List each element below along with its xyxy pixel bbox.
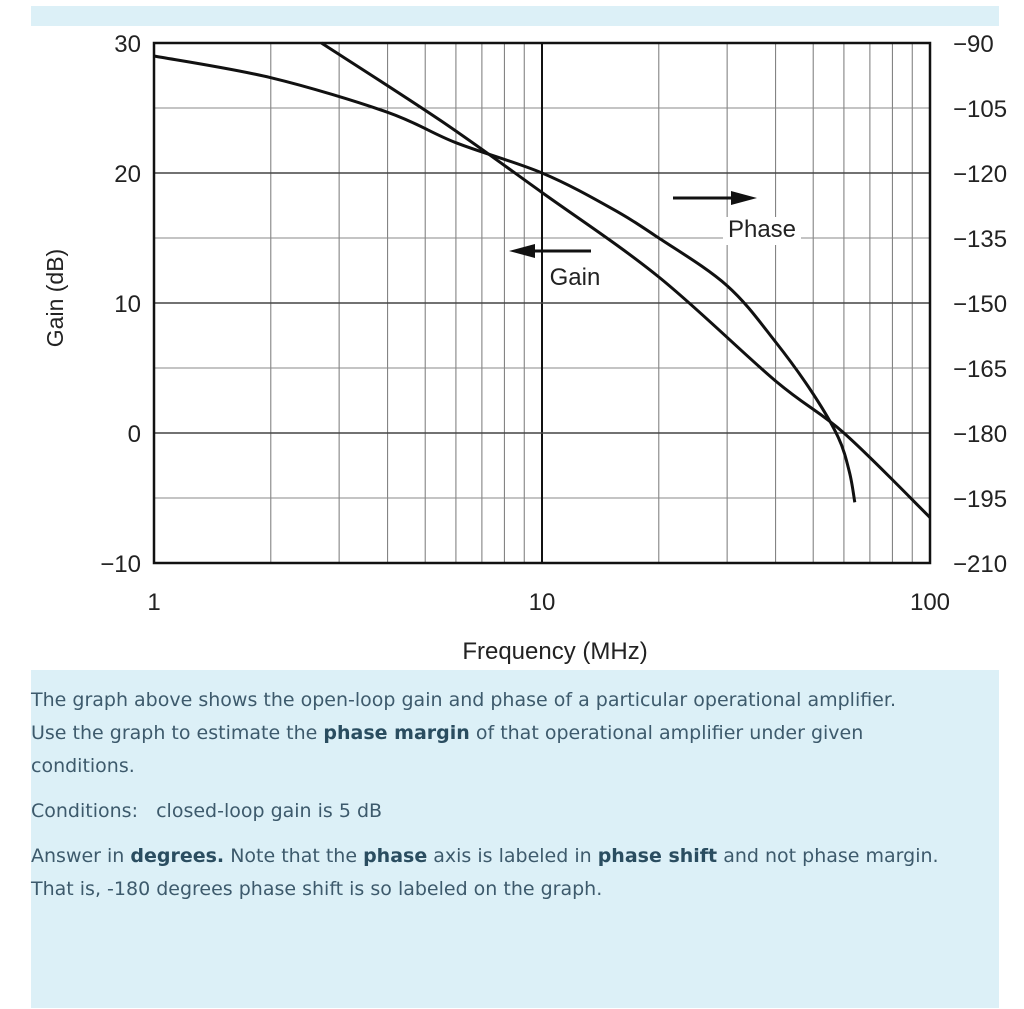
annotation-arrow-head [509, 244, 535, 258]
annotation-arrow-head [731, 191, 757, 205]
y-axis-label-left: Gain (dB) [42, 248, 68, 348]
question-instruction: Use the graph to estimate the phase margin of that operational amplifier under given conditions. [31, 722, 864, 777]
x-tick-label: 10 [528, 589, 556, 616]
question-conditions: Conditions: closed-loop gain is 5 dB [31, 800, 383, 822]
annotation-label-phase: Phase [727, 216, 797, 243]
y-tick-label-left: −10 [100, 551, 141, 578]
bode-chart [31, 26, 1008, 670]
question-text [31, 684, 961, 906]
y-tick-label-left: 10 [114, 291, 141, 318]
x-tick-label: 1 [147, 589, 161, 616]
y-tick-label-right: −135 [953, 226, 1008, 253]
y-tick-label-right: −150 [953, 291, 1008, 318]
chart-svg [31, 26, 1008, 670]
y-tick-label-right: −180 [953, 421, 1008, 448]
y-tick-label-right: −210 [953, 551, 1008, 578]
annotation-label-gain: Gain [549, 264, 601, 291]
x-tick-label: 100 [909, 589, 951, 616]
question-answer-note: Answer in degrees. Note that the phase axis is labeled in phase shift and not phase margin. [31, 845, 939, 867]
question-intro: The graph above shows the open-loop gain and phase of a particular operational amplifier. [31, 689, 896, 711]
y-tick-label-left: 30 [114, 31, 141, 58]
y-tick-label-right: −105 [953, 96, 1008, 123]
question-final-note: That is, -180 degrees phase shift is so labeled on the graph. [31, 878, 603, 900]
series-line-gain [321, 43, 930, 518]
y-tick-label-left: 0 [127, 421, 141, 448]
x-axis-label: Frequency (MHz) [462, 638, 648, 665]
y-tick-label-right: −165 [953, 356, 1008, 383]
y-tick-label-right: −195 [953, 486, 1008, 513]
y-tick-label-right: −120 [953, 161, 1008, 188]
y-tick-label-left: 20 [114, 161, 141, 188]
y-tick-label-right: −90 [953, 31, 994, 58]
